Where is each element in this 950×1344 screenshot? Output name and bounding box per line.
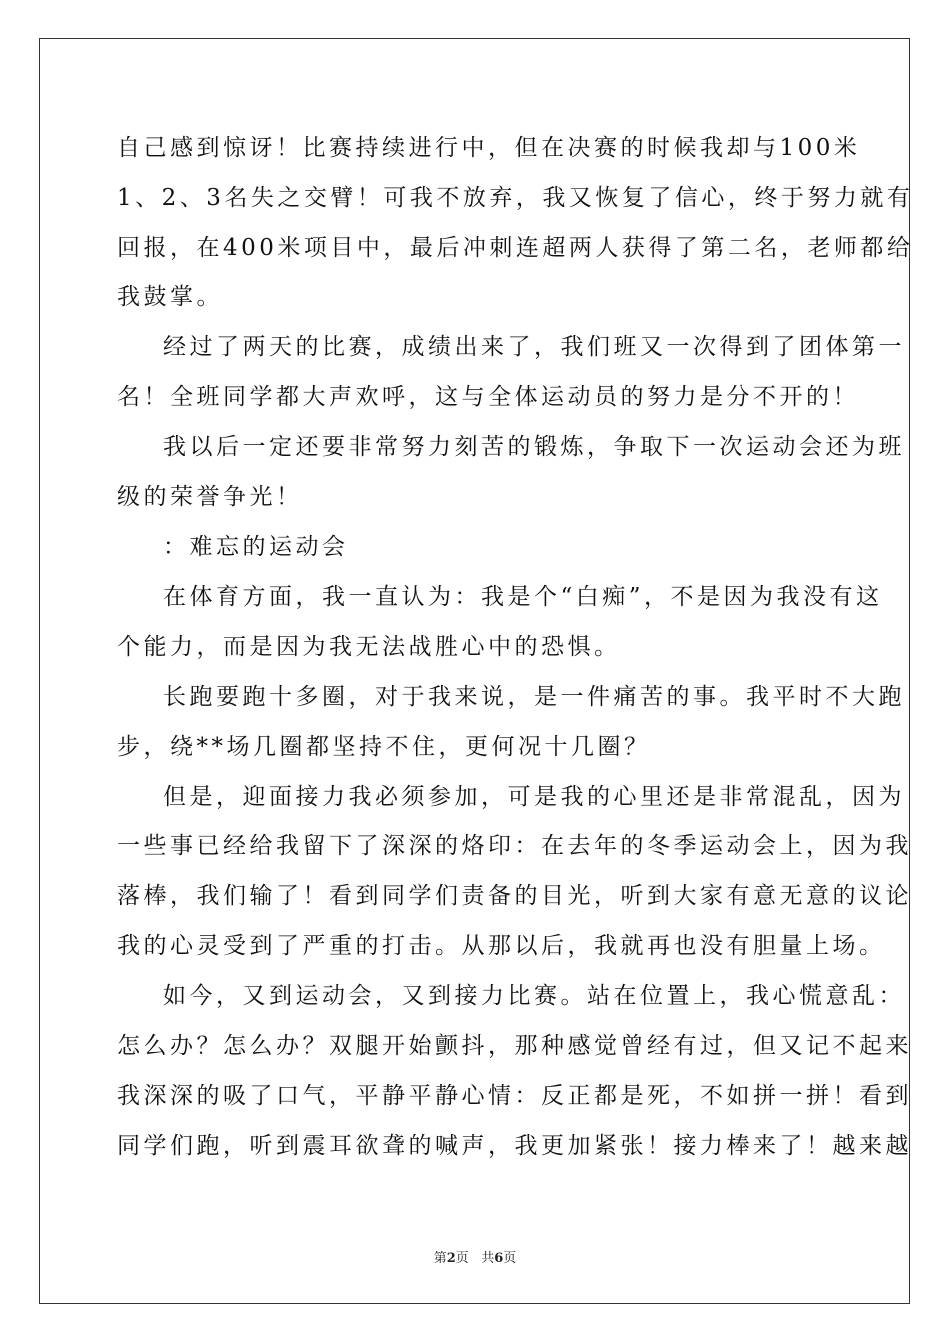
- text-line: 1、2、3名失之交臂！可我不放弃，我又恢复了信心，终于努力就有: [117, 185, 914, 211]
- footer-total-prefix: 共: [481, 1251, 495, 1266]
- text-line: 自己感到惊讶！比赛持续进行中，但在决赛的时候我却与100米: [117, 135, 861, 161]
- paragraph-start: 但是，迎面接力我必须参加，可是我的心里还是非常混乱，因为: [163, 784, 905, 810]
- text-line: 我深深的吸了口气，平静平静心情：反正都是死，不如拼一拼！看到: [117, 1083, 912, 1109]
- text-line: 一些事已经给我留下了深深的烙印：在去年的冬季运动会上，因为我: [117, 833, 912, 859]
- text-line: 级的荣誉争光！: [117, 484, 303, 510]
- text-line: 落棒，我们输了！看到同学们责备的目光，听到大家有意无意的议论: [117, 883, 912, 909]
- text-line: 我的心灵受到了严重的打击。从那以后，我就再也没有胆量上场。: [117, 933, 886, 959]
- paragraph-start: 如今，又到运动会，又到接力比赛。站在位置上，我心慌意乱：: [163, 983, 905, 1009]
- footer-prefix: 第: [433, 1251, 447, 1266]
- text-line: 个能力，而是因为我无法战胜心中的恐惧。: [117, 634, 621, 660]
- footer-page-word: 页: [455, 1251, 469, 1266]
- section-heading: ：难忘的运动会: [163, 534, 349, 560]
- text-line: 回报，在400米项目中，最后冲刺连超两人获得了第二名，老师都给: [117, 235, 914, 261]
- footer-total-pages: 6: [494, 1251, 504, 1266]
- paragraph-start: 长跑要跑十多圈，对于我来说，是一件痛苦的事。我平时不大跑: [163, 684, 905, 710]
- text-line: 名！全班同学都大声欢呼，这与全体运动员的努力是分不开的！: [117, 384, 859, 410]
- paragraph-start: 经过了两天的比赛，成绩出来了，我们班又一次得到了团体第一: [163, 334, 905, 360]
- page-footer: [0, 1247, 950, 1266]
- text-line: 步，绕**场几圈都坚持不住，更何况十几圈？: [117, 734, 651, 760]
- text-line: 我鼓掌。: [117, 284, 223, 310]
- text-line: 怎么办？怎么办？双腿开始颤抖，那种感觉曾经有过，但又记不起来: [117, 1033, 912, 1059]
- text-line: 同学们跑，听到震耳欲聋的喊声，我更加紧张！接力棒来了！越来越: [117, 1133, 912, 1159]
- paragraph-start: 在体育方面，我一直认为：我是个“白痴”，不是因为我没有这: [163, 584, 883, 610]
- paragraph-start: 我以后一定还要非常努力刻苦的锻炼，争取下一次运动会还为班: [163, 434, 905, 460]
- footer-total-word: 页: [503, 1251, 517, 1266]
- footer-current-page: 2: [446, 1251, 456, 1266]
